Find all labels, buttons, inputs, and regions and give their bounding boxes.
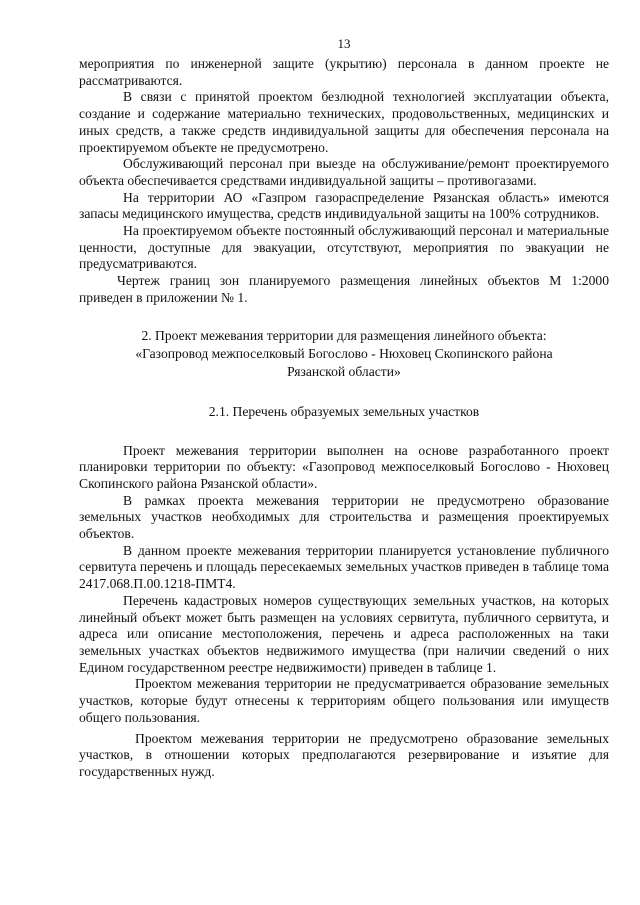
- paragraph-drawing-reference: Чертеж границ зон планируемого размещения линейных объектов М 1:2000 приведен в приложении № 1.: [79, 273, 609, 305]
- spacer: [79, 307, 609, 327]
- subsection-heading: 2.1. Перечень образуемых земельных участков: [208, 403, 480, 419]
- paragraph-state-reservation: Проектом межевания территории не предусмотрено образование земельных участков, в отношении которых предполагаются резервирование и изъятие для государственных нужд.: [79, 730, 609, 779]
- section-heading: [79, 327, 609, 381]
- paragraph-no-land-formation: В рамках проекта межевания территории не предусмотрено образование земельных участков необходимых для строительства и размещения проектируемых объектов.: [79, 492, 609, 542]
- page-number: 13: [337, 36, 351, 51]
- section-heading-line-2: «Газопровод межпоселковый Богослово - Нюховец Скопинского района: [135, 345, 553, 361]
- section-heading-line-1: 2. Проект межевания территории для размещения линейного объекта:: [141, 327, 547, 343]
- paragraph-maintenance-staff: Обслуживающий персонал при выезде на обслуживание/ремонт проектируемого объекта обеспечивается средствами индивидуальной защиты – противогазами.: [79, 156, 609, 188]
- paragraph-public-servitude: В данном проекте межевания территории планируется установление публичного сервитута перечень и площадь пересекаемых земельных участков приведен в таблице тома 2417.068.П.00.1218-ПМТ4.: [79, 542, 609, 592]
- paragraph-unmanned-technology: В связи с принятой проектом безлюдной технологией эксплуатации объекта, создание и содержание материально технических, продовольственных, медицинских и иных средств, а также средств индивидуальной защиты для обеспечения персонала на проектируемом объекте не предусмотрено.: [79, 89, 609, 155]
- spacer: [79, 421, 609, 443]
- paragraph-engineering-protection: мероприятия по инженерной защите (укрытию) персонала в данном проекте не рассматриваются.: [79, 56, 609, 88]
- paragraph-public-use-territories: Проектом межевания территории не предусматривается образование земельных участков, которые будут отнесены к территориям общего пользования или имуществ общего пользования.: [79, 676, 609, 725]
- spacer: [79, 381, 609, 403]
- paragraph-survey-basis: Проект межевания территории выполнен на основе разработанного проект планировки территории по объекту: «Газопровод межпоселковый Богослово - Нюховец Скопинского района Рязанской области».: [79, 442, 609, 491]
- paragraph-evacuation: На проектируемом объекте постоянный обслуживающий персонал и материальные ценности, доступные для эвакуации, отсутствуют, мероприятия по эвакуации не предусматриваются.: [79, 223, 609, 272]
- section-heading-line-3: Рязанской области»: [287, 363, 401, 379]
- paragraph-gazprom-reserves: На территории АО «Газпром газораспределение Рязанская область» имеются запасы медицинского имущества, средств индивидуальной защиты на 100% сотрудников.: [79, 189, 609, 222]
- paragraph-cadastral-list: Перечень кадастровых номеров существующих земельных участков, на которых линейный объект может быть размещен на условиях сервитута, публичного сервитута, и адреса или описание местоположения, перечень и адреса расположенных на таки земельных участках объектов недвижимого имущества (при наличии сведений о них Едином государственном реестре недвижимости) приведен в таблице 1.: [79, 592, 609, 675]
